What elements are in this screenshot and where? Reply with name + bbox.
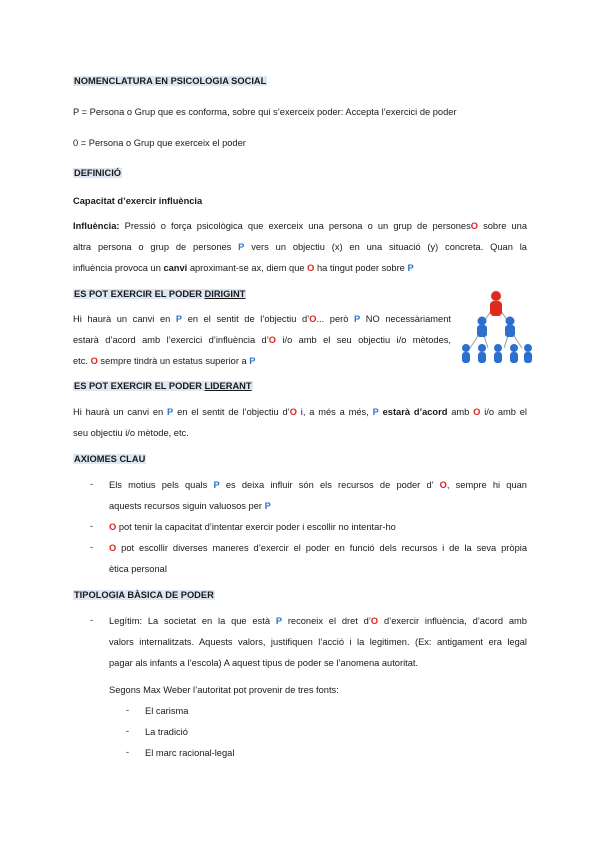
hierarchy-pyramid-icon bbox=[458, 290, 534, 372]
definicio-line-2: altra persona o grup de persones P vers un objectiu (x) en una situació (y) concreta. Quan la bbox=[73, 242, 527, 252]
definicio-subtitle: Capacitat d’exercir influència bbox=[73, 196, 203, 206]
heading-liderant: ES POT EXERCIR EL PODER LIDERANT bbox=[74, 381, 252, 391]
list-dash: - bbox=[126, 747, 130, 757]
axiome-item-1-line-1: Els motius pels quals P es deixa influir són els recursos de poder d’ O, sempre hi quan bbox=[109, 480, 527, 490]
list-dash: - bbox=[126, 726, 130, 736]
p-definition: P = Persona o Grup que es conforma, sobre qui s’exerceix poder: Accepta l’exercici de poder bbox=[73, 107, 457, 117]
heading-nomenclatura: NOMENCLATURA EN PSICOLOGIA SOCIAL bbox=[74, 76, 267, 86]
axiome-item-1-line-2: aquests recursos siguin valuosos per P bbox=[109, 501, 271, 511]
definicio-line-1: Influència: Pressió o força psicològica que exerceix una persona o un grup de personesO sobre una bbox=[73, 221, 527, 231]
list-dash: - bbox=[90, 479, 94, 489]
dirigint-line-2: estarà d’acord amb l’exercici d’influència d’O i/o amb el seu objectiu i/o mètodes, bbox=[73, 335, 452, 345]
liderant-line-2: seu objectiu i/o mètode, etc. bbox=[73, 428, 189, 438]
weber-line: Segons Max Weber l’autoritat pot provenir de tres fonts: bbox=[109, 685, 339, 695]
tipologia-line-2: valors internalitzats. Aquests valors, justifiquen l’acció i la legitimen. (Ex: antigament era legal bbox=[109, 637, 527, 647]
definicio-line-3: influència provoca un canvi aproximant-se ax, diem que O ha tingut poder sobre P bbox=[73, 263, 414, 273]
list-dash: - bbox=[90, 521, 94, 531]
axiome-item-2: O pot tenir la capacitat d’intentar exercir poder i escollir no intentar-ho bbox=[109, 522, 396, 532]
axiome-item-3-line-1: O pot escollir diverses maneres d’exercir el poder en funció dels recursos i de la seva pròpia bbox=[109, 543, 527, 553]
heading-tipologia: TIPOLOGIA BÀSICA DE PODER bbox=[74, 590, 214, 600]
font-item-carisma: El carisma bbox=[145, 706, 189, 716]
tipologia-line-1: Legítim: La societat en la que està P reconeix el dret d’O d’exercir influència, d’acord amb bbox=[109, 616, 527, 626]
font-item-racional-legal: El marc racional-legal bbox=[145, 748, 235, 758]
list-dash: - bbox=[90, 542, 94, 552]
axiome-item-3-line-2: ètica personal bbox=[109, 564, 167, 574]
list-dash: - bbox=[90, 615, 94, 625]
dirigint-line-3: etc. O sempre tindrà un estatus superior a P bbox=[73, 356, 256, 366]
tipologia-line-3: pagar als infants a l’escola) A aquest tipus de poder se l’anomena autoritat. bbox=[109, 658, 419, 668]
list-dash: - bbox=[126, 705, 130, 715]
heading-axiomes: AXIOMES CLAU bbox=[74, 454, 146, 464]
heading-definicio: DEFINICIÓ bbox=[74, 168, 122, 178]
dirigint-line-1: Hi haurà un canvi en P en el sentit de l’objectiu d’O... però P NO necessàriament bbox=[73, 314, 451, 324]
heading-dirigint: ES POT EXERCIR EL PODER DIRIGINT bbox=[74, 289, 246, 299]
font-item-tradicio: La tradició bbox=[145, 727, 188, 737]
o-definition: 0 = Persona o Grup que exerceix el poder bbox=[73, 138, 246, 148]
liderant-line-1: Hi haurà un canvi en P en el sentit de l’objectiu d’O i, a més a més, P estarà d’acord amb O i/o amb el bbox=[73, 407, 527, 417]
